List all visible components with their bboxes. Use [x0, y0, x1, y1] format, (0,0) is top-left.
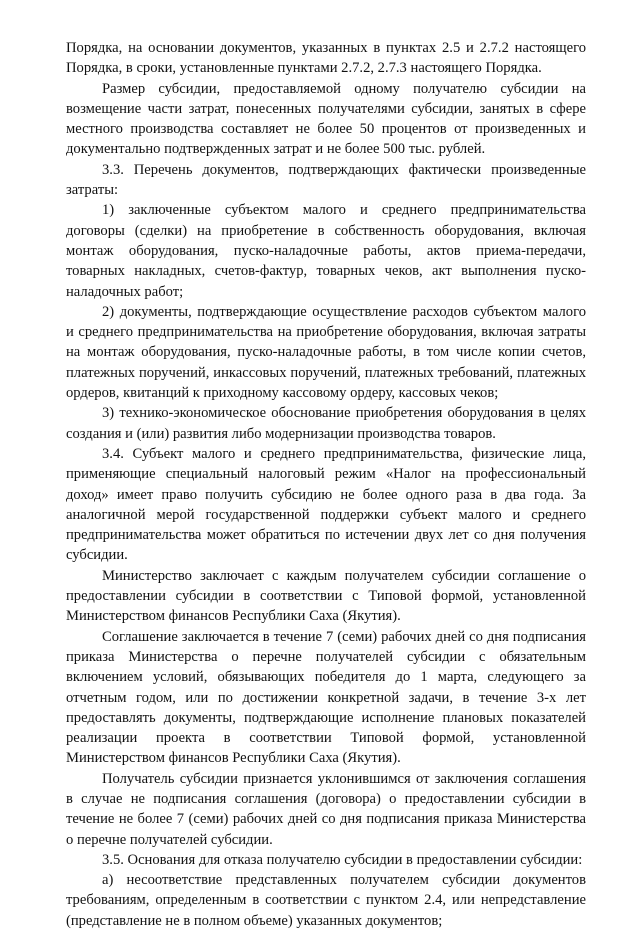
paragraph-subsidy-amount: Размер субсидии, предоставляемой одному получателю субсидии на возмещение части затрат, понесенных получателями субсидии, занятых в сфере местного производства составляет не более 50 процентов от произведенных и документально подтвержденных затрат и не более 500 тыс. рублей.	[66, 80, 586, 158]
paragraph-continuation: Порядка, на основании документов, указанных в пунктах 2.5 и 2.7.2 настоящего Порядка, в сроки, установленные пунктами 2.7.2, 2.7.3 настоящего Порядка.	[66, 40, 586, 77]
paragraph-agreement-term: Соглашение заключается в течение 7 (семи) рабочих дней со дня подписания приказа Министерства о перечне получателей субсидии с обязательным включением условий, обязывающих победителя до 1 марта, следующего за отчетным годом, или по достижении конкретной задачи, в течение 3-х лет предоставлять документы, подтверждающие исполнение плановых показателей реализации проекта в соответствии Типовой формой, установленной Министерством финансов Республики Саха (Якутия).	[66, 628, 586, 767]
list-item-a: а) несоответствие представленных получателем субсидии документов требованиям, определенным в соответствии с пунктом 2.4, или непредставление (представление не в полном объеме) указанных документов;	[66, 872, 586, 929]
paragraph-3-5-heading: 3.5. Основания для отказа получателю субсидии в предоставлении субсидии:	[102, 851, 583, 868]
paragraph-agreement: Министерство заключает с каждым получателем субсидии соглашение о предоставлении субсидии в соответствии с Типовой формой, установленной Министерством финансов Республики Саха (Якутия).	[66, 567, 586, 625]
list-item-1: 1) заключенные субъектом малого и среднего предпринимательства договоры (сделки) на приобретение в собственность оборудования, включая монтаж оборудования, пуско-наладочные работы, актов приема-передачи, товарных накладных, счетов-фактур, товарных чеков, акт выполнения пуско-наладочных работ;	[66, 202, 586, 300]
list-item-3: 3) технико-экономическое обоснование приобретения оборудования в целях создания и (или) развития либо модернизации производства товаров.	[66, 405, 586, 442]
document-body	[66, 38, 586, 931]
paragraph-3-4: 3.4. Субъект малого и среднего предпринимательства, физические лица, применяющие специальный налоговый режим «Налог на профессиональный доход» имеет право получить субсидию не более одного раза в два года. За аналогичной мерой государственной поддержки субъект малого и среднего предпринимательства может обратиться по истечении двух лет со дня получения субсидии.	[66, 445, 586, 564]
paragraph-evasion: Получатель субсидии признается уклонившимся от заключения соглашения в случае не подписания соглашения (договора) о предоставлении субсидии в течение не более 7 (семи) рабочих дней со дня подписания приказа Министерства о перечне получателей субсидии.	[66, 770, 586, 848]
paragraph-3-3-heading: 3.3. Перечень документов, подтверждающих фактически произведенные затраты:	[66, 161, 586, 199]
list-item-2: 2) документы, подтверждающие осуществление расходов субъектом малого и среднего предпринимательства на приобретение оборудования, включая затраты на монтаж оборудования, пуско-наладочные работы, в том числе копии счетов, платежных поручений, инкассовых поручений, платежных требований, платежных ордеров, квитанций к приходному кассовому ордеру, кассовых чеков;	[66, 303, 586, 402]
